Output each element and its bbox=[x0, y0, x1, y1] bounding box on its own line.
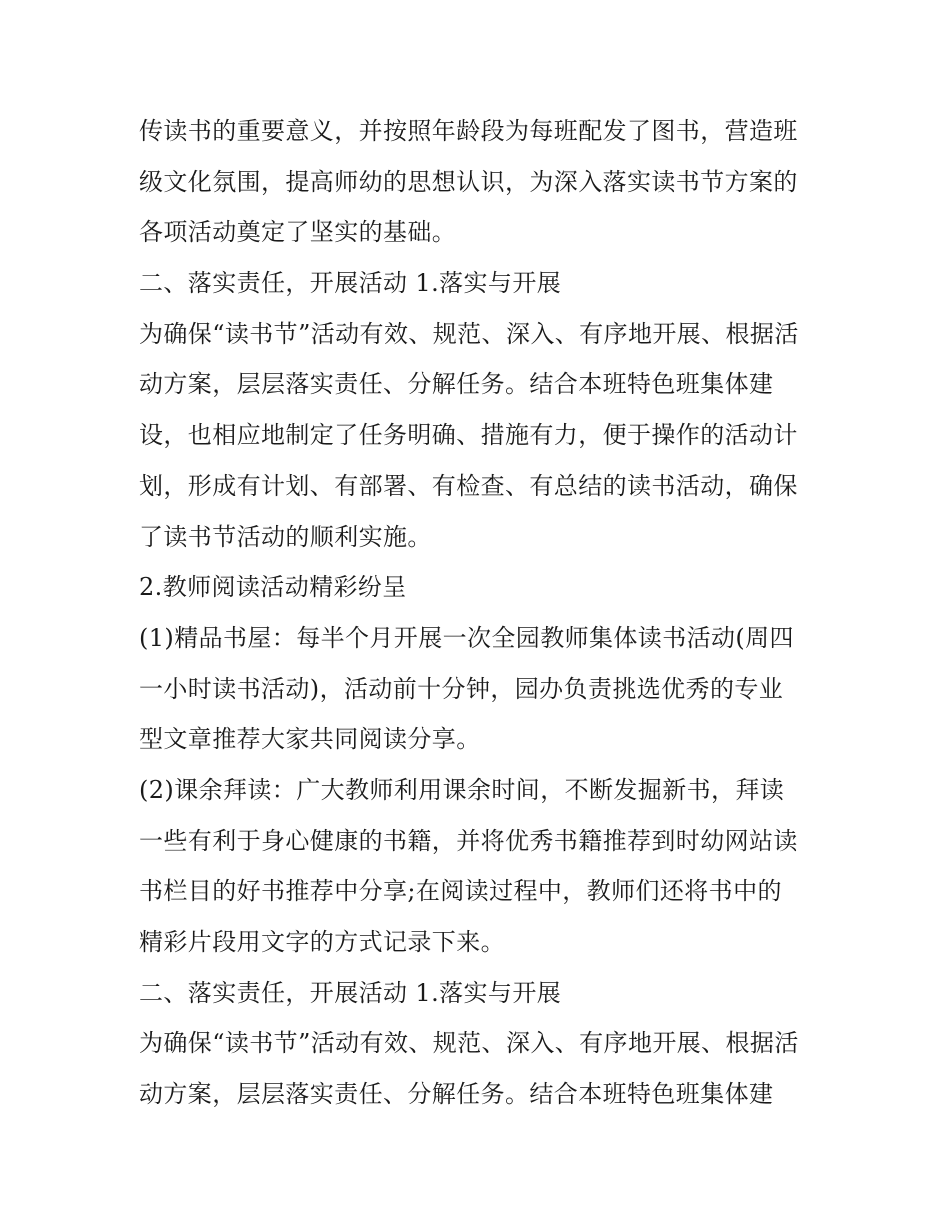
text-line: 传读书的重要意义，并按照年龄段为每班配发了图书，营造班 bbox=[139, 117, 798, 145]
text-line: (2)课余拜读：广大教师利用课余时间，不断发掘新书，拜读 bbox=[139, 775, 785, 804]
text-line: 精彩片段用文字的方式记录下来。 bbox=[139, 928, 505, 956]
document-body bbox=[139, 106, 829, 1120]
text-line: 设，也相应地制定了任务明确、措施有力，便于操作的活动计 bbox=[139, 421, 798, 450]
text-line: 各项活动奠定了坚实的基础。 bbox=[139, 218, 457, 247]
text-line: 一小时读书活动)，活动前十分钟，园办负责挑选优秀的专业 bbox=[139, 674, 784, 703]
text-line: 一些有利于身心健康的书籍，并将优秀书籍推荐到时幼网站读 bbox=[139, 826, 798, 855]
subsection-heading: 2.教师阅读活动精彩纷呈 bbox=[139, 573, 407, 602]
text-line: 划，形成有计划、有部署、有检查、有总结的读书活动，确保 bbox=[139, 471, 798, 500]
section-heading: 二、落实责任，开展活动 1.落实与开展 bbox=[139, 269, 562, 298]
section-heading: 二、落实责任，开展活动 1.落实与开展 bbox=[139, 978, 562, 1007]
text-line: 了读书节活动的顺利实施。 bbox=[139, 522, 432, 551]
text-line: 动方案，层层落实责任、分解任务。结合本班特色班集体建 bbox=[139, 1080, 774, 1109]
text-line: 级文化氛围，提高师幼的思想认识，为深入落实读书节方案的 bbox=[139, 167, 798, 196]
text-line: 为确保“读书节”活动有效、规范、深入、有序地开展、根据活 bbox=[139, 1029, 799, 1058]
text-line: 为确保“读书节”活动有效、规范、深入、有序地开展、根据活 bbox=[139, 319, 799, 348]
text-line: 动方案，层层落实责任、分解任务。结合本班特色班集体建 bbox=[139, 370, 774, 399]
text-line: 书栏目的好书推荐中分享;在阅读过程中，教师们还将书中的 bbox=[139, 877, 782, 906]
text-line: 型文章推荐大家共同阅读分享。 bbox=[139, 725, 481, 754]
text-line: (1)精品书屋：每半个月开展一次全园教师集体读书活动(周四 bbox=[139, 623, 794, 652]
